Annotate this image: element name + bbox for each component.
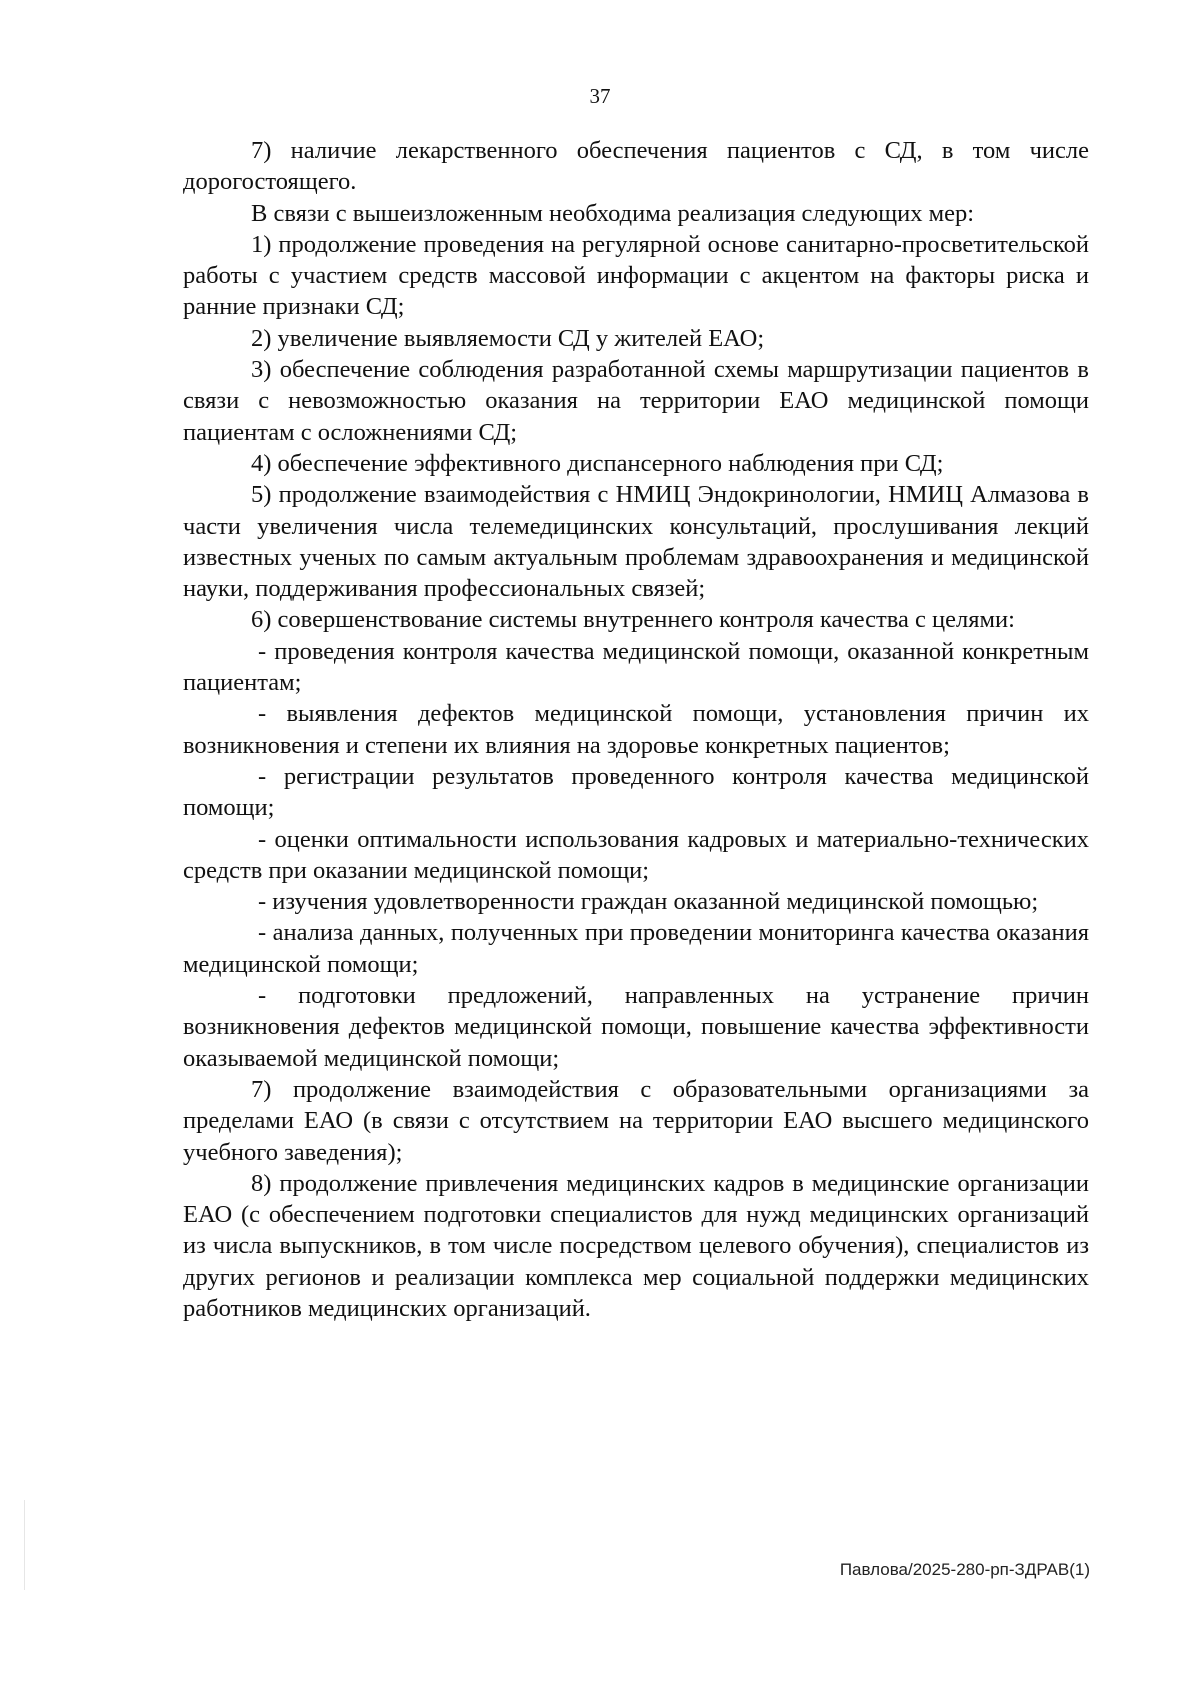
dash-item-defects: - выявления дефектов медицинской помощи, установления причин их возникновения и степени их влияния на здоровье конкретных пациентов;	[183, 700, 1089, 759]
dash-item-resources: - оценки оптимальности использования кадровых и материально-технических средств при оказании медицинской помощи;	[183, 825, 1089, 884]
document-footer-code: Павлова/2025-280-рп-ЗДРАВ(1)	[839, 1560, 1090, 1579]
paragraph-measure-3: 3) обеспечение соблюдения разработанной схемы маршрутизации пациентов в связи с невозможностью оказания на территории ЕАО медицинской помощи пациентам с осложнениями СД;	[183, 356, 1089, 446]
paragraph-measure-5: 5) продолжение взаимодействия с НМИЦ Эндокринологии, НМИЦ Алмазова в части увеличения числа телемедицинских консультаций, прослушивания лекций известных ученых по самым актуальным проблемам здравоохранения и медицинской науки, поддерживания профессиональных связей;	[183, 481, 1089, 603]
paragraph-measure-2: 2) увеличение выявляемости СД у жителей ЕАО;	[251, 324, 765, 352]
dash-item-quality-control: - проведения контроля качества медицинской помощи, оказанной конкретным пациентам;	[183, 637, 1089, 697]
dash-item-satisfaction: - изучения удовлетворенности граждан оказанной медицинской помощью;	[258, 888, 1039, 916]
paragraph-measure-6: 6) совершенствование системы внутреннего контроля качества с целями:	[251, 606, 1015, 634]
page-number: 37	[589, 84, 611, 108]
paragraph-item-7-drug-supply: 7) наличие лекарственного обеспечения пациентов с СД, в том числе дорогостоящего.	[183, 137, 1089, 196]
dash-item-registration: - регистрации результатов проведенного контроля качества медицинской помощи;	[183, 762, 1089, 822]
dash-item-proposals: - подготовки предложений, направленных на устранение причин возникновения дефектов медицинской помощи, повышение качества эффективности оказываемой медицинской помощи;	[183, 982, 1089, 1072]
paragraph-measure-1: 1) продолжение проведения на регулярной основе санитарно-просветительской работы с участием средств массовой информации с акцентом на факторы риска и ранние признаки СД;	[183, 230, 1089, 321]
paragraph-measure-8: 8) продолжение привлечения медицинских кадров в медицинские организации ЕАО (с обеспечением подготовки специалистов для нужд медицинских организаций из числа выпускников, в том числе посредством целевого обучения), специалистов из других регионов и реализации комплекса мер социальной поддержки медицинских работников медицинских организаций.	[183, 1169, 1089, 1322]
scan-edge-mark	[24, 1500, 25, 1590]
paragraph-measure-7: 7) продолжение взаимодействия с образовательными организациями за пределами ЕАО (в связи с отсутствием на территории ЕАО высшего медицинского учебного заведения);	[183, 1075, 1089, 1166]
paragraph-measures-intro: В связи с вышеизложенным необходима реализация следующих мер:	[251, 199, 975, 227]
paragraph-measure-4: 4) обеспечение эффективного диспансерного наблюдения при СД;	[251, 449, 944, 477]
document-body	[183, 135, 1089, 1324]
dash-item-monitoring: - анализа данных, полученных при проведении мониторинга качества оказания медицинской помощи;	[183, 919, 1089, 978]
